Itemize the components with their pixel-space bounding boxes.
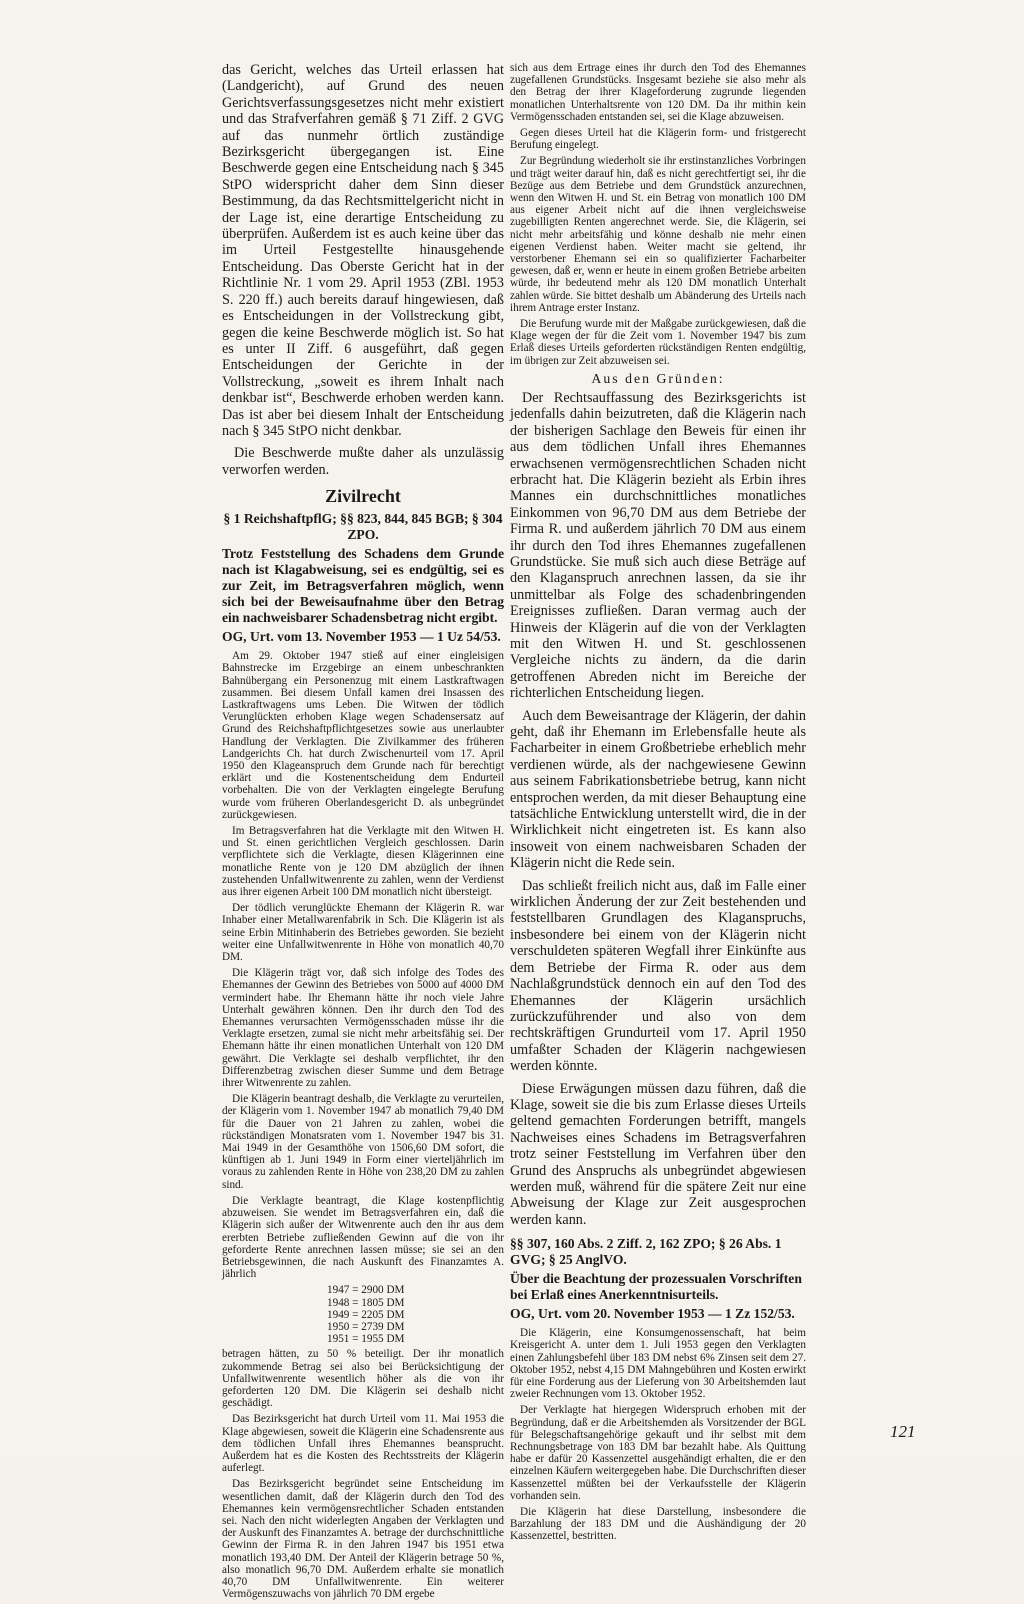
profit-row: 1950 = 2739 DM — [327, 1320, 405, 1333]
norms-heading: § 1 ReichshaftpflG; §§ 823, 844, 845 BGB; § 304 ZPO. — [223, 511, 503, 543]
paragraph: Die Verklagte beantragt, die Klage kostenpflichtig abzuweisen. Sie wendet im Betragsverfahren ein, daß die Klägerin sich außer der Witwenrente auch den ihr aus dem ererbten Betriebe zufließenden Gewinn auf die von ihr geforderte Rente anrechnen lassen müsse; sie sei an den Betriebsgewinnen, die nach Auskunft des Finanzamtes A. jährlich — [222, 1194, 504, 1281]
paragraph: Auch dem Beweisantrage der Klägerin, der dahin geht, daß ihr Ehemann im Erlebensfalle heute als Facharbeiter in einem Großbetriebe erheblich mehr verdienen würde, als der nachgewiesene Gewinn aus seinem Fabrikationsbetriebe betrug, kann nicht entsprochen werden, da mit dieser Behauptung eine tatsächliche Entwicklung unterstellt wird, die in der Wirklichkeit nicht eingetreten ist. Es kann also insoweit von einem nachweisbaren Schaden der Klägerin nicht die Rede sein. — [510, 707, 806, 872]
paragraph: Der Verklagte hat hiergegen Widerspruch erhoben mit der Begründung, daß er die Arbeitshemden als Vorsitzender der BGL für Belegschaftsangehörige gekauft und ihr selbst mit dem Rechnungsbetrage von 183 DM bar bezahlt habe. Als Quittung habe er dafür 20 Kassenzettel ausgehändigt erhalten, die er den einzelnen Käufern weitergegeben habe. Die Durchschriften dieser Kassenzettel müßten bei der Verkaufsstelle der Klägerin vorhanden sein. — [510, 1404, 806, 1502]
paragraph: Die Klägerin beantragt deshalb, die Verklagte zu verurteilen, der Klägerin vom 1. November 1947 ab monatlich 79,40 DM für die Dauer von 21 Jahren zu zahlen, wobei die rückständigen Monatsraten vom 1. November 1947 bis 31. Mai 1949 in der Gesamthöhe von 1506,60 DM sofort, die künftigen ab 1. Juni 1949 in Form einer vierteljährlich im voraus zu zahlenden Rente in Höhe von 238,20 DM zu zahlen sind. — [222, 1093, 504, 1191]
paragraph: Am 29. Oktober 1947 stieß auf einer eingleisigen Bahnstrecke im Erzgebirge an einem unbeschrankten Bahnübergang ein Personenzug mit einem Lastkraftwagen zusammen. Bei diesem Unfall kamen drei Insassen des Lastkraftwagens ums Leben. Die Witwen der tödlich Verunglückten erhoben Klage wegen Schadensersatz auf Grund des Reichshaftpflichtgesetzes sowie aus unerlaubter Handlung der Verklagten. Die Zivilkammer des früheren Landgerichts Ch. hat durch Zwischenurteil vom 17. April 1950 den Klageanspruch dem Grunde nach für berechtigt erklärt und die Kostenentscheidung dem Endurteil vorbehalten. Die von der Verklagten eingelegte Berufung wurde vom früheren Oberlandesgericht D. als unbegründet zurückgewiesen. — [222, 650, 504, 821]
paragraph: Die Klägerin hat diese Darstellung, insbesondere die Barzahlung der 183 DM und die Aushändigung der 20 Kassenzettel, bestritten. — [510, 1506, 806, 1543]
paragraph: Der tödlich verunglückte Ehemann der Klägerin R. war Inhaber einer Metallwarenfabrik in Sch. Die Klägerin ist als seine Erbin Mitinhaberin des Betriebes geworden. Sie bezieht weiter eine Unfallwitwenrente in Höhe von monatlich 40,70 DM. — [222, 902, 504, 964]
court-citation: OG, Urt. vom 20. November 1953 — 1 Zz 152/53. — [510, 1306, 795, 1322]
profit-row: 1951 = 1955 DM — [327, 1333, 405, 1346]
paragraph: Das Bezirksgericht hat durch Urteil vom 11. Mai 1953 die Klage abgewiesen, soweit die Klägerin eine Schadensrente aus dem tödlichen Unfall ihres Ehemannes beansprucht. Außerdem hat es die Kosten des Rechtsstreits der Klägerin auferlegt. — [222, 1413, 504, 1475]
left-column — [222, 62, 504, 1604]
paragraph: Der Rechtsauffassung des Bezirksgerichts ist jedenfalls dahin beizutreten, daß die Klägerin nach der bisherigen Sachlage den Beweis für einen ihr aus dem tödlichen Unfall ihres Ehemannes erwachsenen vermögensrechtlichen Schaden nicht erbracht hat. Die Klägerin bezieht als Erbin ihres Mannes ein durchschnittliches monatliches Einkommen von 96,70 DM aus dem Betriebe der Firma R. und außerdem jährlich 70 DM aus einem ihr durch den Tod ihres Ehemannes zugefallenen Grundstücke. Sie muß sich auch diese Beträge auf den Klaganspruch anrechnen lassen, da sie ihr unmittelbar als Folge des schadenbringenden Ereignisses zufließen. Daran vermag auch der Hinweis der Klägerin auf die von der Verklagten mit den Witwen H. und St. geschlossenen Vergleiche nichts zu ändern, da die darin getroffenen Abreden nicht im Bereiche der richterlichen Entscheidung liegen. — [510, 389, 806, 702]
reasons-heading: Aus den Gründen: — [591, 370, 725, 386]
right-column — [510, 62, 806, 1547]
paragraph: Das schließt freilich nicht aus, daß im Falle einer wirklichen Änderung der zur Zeit bestehenden und feststellbaren Grundlagen des Klaganspruchs, insbesondere bei einem von der Klägerin nicht verschuldeten späteren Wegfall ihrer Einkünfte aus dem Betriebe der Firma R. oder aus dem Nachlaßgrundstück dennoch ein auf den Tod des Ehemannes der Klägerin ursächlich zurückzuführender und also von dem rechtskräftigen Grundurteil vom 17. April 1950 umfaßter Schaden der Klägerin nachgewiesen werden könnte. — [510, 877, 806, 1075]
headnote: Trotz Feststellung des Schadens dem Grunde nach ist Klagabweisung, sei es endgültig, sei es zur Zeit, im Betragsverfahren möglich, wenn sich bei der Beweisaufnahme über den Betrag ein nachweisbarer Schadensbetrag nicht ergibt. — [222, 546, 504, 626]
paragraph: Die Klägerin trägt vor, daß sich infolge des Todes des Ehemannes der Gewinn des Betriebes von 5000 auf 4000 DM vermindert habe. Ihr Ehemann hätte ihr noch viele Jahre Unterhalt gewähren können. Den ihr durch den Tod des Ehemannes verursachten Vermögensschaden müsse ihr die Verklagte ersetzen, zumal sie nicht mehr arbeitsfähig sei. Der Ehemann hätte ihr einen monatlichen Unterhalt von 120 DM gewährt. Die Verklagte sei deshalb verpflichtet, ihr den Differenzbetrag zwischen dieser Summe und dem Betrage ihrer Witwenrente zu zahlen. — [222, 967, 504, 1090]
profit-row: 1947 = 2900 DM — [327, 1284, 405, 1297]
court-citation: OG, Urt. vom 13. November 1953 — 1 Uz 54/53. — [222, 629, 501, 645]
profit-row: 1949 = 2205 DM — [327, 1308, 405, 1321]
headnote: Über die Beachtung der prozessualen Vorschriften bei Erlaß eines Anerkenntnisurteils. — [510, 1271, 802, 1303]
paragraph: Das Bezirksgericht begründet seine Entscheidung im wesentlichen damit, daß der Klägerin durch den Tod des Ehemannes kein vermögensrechtlicher Schaden entstanden sei. Nach den nicht widerlegten Angaben der Verklagten und der Auskunft des Finanzamtes A. betrage der durchschnittliche Gewinn der Firma R. in den Jahren 1947 bis 1951 etwa monatlich 193,40 DM. Der Anteil der Klägerin betrage 50 %, also monatlich 96,70 DM. Außerdem erhalte sie monatlich 40,70 DM Unfallwitwenrente. Ein weiterer Vermögenszuwachs von jährlich 70 DM ergebe — [222, 1478, 504, 1601]
paragraph: sich aus dem Ertrage eines ihr durch den Tod des Ehemannes zugefallenen Grundstücks. Insgesamt beziehe sie also mehr als den Betrag der ihrer Klageforderung zugrunde liegenden monatlichen Unterhaltsrente von 120 DM. Da ihr mithin kein Vermögensschaden entstanden sei, sei die Klage abzuweisen. — [510, 62, 806, 123]
paragraph: Im Betragsverfahren hat die Verklagte mit den Witwen H. und St. einen gerichtlichen Vergleich geschlossen. Darin verpflichtete sich die Verklagte, diesen Klägerinnen eine monatliche Rente von je 120 DM abzüglich der ihnen zustehenden Unfallwitwenrente zu zahlen, wenn der Verdienst aus ihrer eigenen Arbeit 100 DM monatlich nicht übersteigt. — [222, 825, 504, 899]
section-title: Zivilrecht — [325, 486, 401, 507]
norms-heading: §§ 307, 160 Abs. 2 Ziff. 2, 162 ZPO; § 26 Abs. 1 GVG; § 25 AnglVO. — [510, 1236, 782, 1268]
profit-row: 1948 = 1805 DM — [327, 1296, 405, 1309]
paragraph: Die Beschwerde mußte daher als unzulässig verworfen werden. — [222, 445, 504, 478]
paragraph: Gegen dieses Urteil hat die Klägerin form- und fristgerecht Berufung eingelegt. — [510, 127, 806, 152]
paragraph: betragen hätten, zu 50 % beteiligt. Der ihr monatlich zukommende Betrag sei also bei Berücksichtigung der Unfallwitwenrente wesentlich höher als die von ihr geforderten 120 DM. Die Klägerin sei deshalb nicht geschädigt. — [222, 1348, 504, 1410]
paragraph: das Gericht, welches das Urteil erlassen hat (Landgericht), auf Grund des neuen Gerichtsverfassungsgesetzes nicht mehr existiert und das Strafverfahren gemäß § 71 Ziff. 2 GVG auf das nunmehr örtlich zuständige Bezirksgericht übergegangen ist. Eine Beschwerde gegen eine Entscheidung nach § 345 StPO widerspricht daher dem Sinn dieser Bestimmung, da das Rechtsmittelgericht nicht in der Lage ist, eine derartige Entscheidung zu überprüfen. Außerdem ist es auch keine über das im Urteil Festgestellte hinausgehende Entscheidung. Das Oberste Gericht hat in der Richtlinie Nr. 1 vom 29. April 1953 (ZBl. 1953 S. 220 ff.) auch bereits darauf hingewiesen, daß es Entscheidungen in der Vollstreckung gibt, gegen die keine Beschwerde möglich ist. So hat es unter II Ziff. 6 ausgeführt, daß gegen Entscheidungen der Gerichte in der Vollstreckung, „soweit es ihrem Inhalt nach denkbar ist“, Beschwerde erhoben werden kann. Das ist aber bei diesem Inhalt der Entscheidung nach § 345 StPO nicht denkbar. — [222, 62, 504, 439]
paragraph: Die Berufung wurde mit der Maßgabe zurückgewiesen, daß die Klage wegen der für die Zeit vom 1. November 1947 bis zum Erlaß dieses Urteils geforderten rückständigen Renten endgültig, im übrigen zur Zeit abzuweisen sei. — [510, 318, 806, 367]
page-number: 121 — [890, 1422, 916, 1441]
paragraph: Diese Erwägungen müssen dazu führen, daß die Klage, soweit sie die bis zum Erlasse dieses Urteils geltend gemachten Forderungen betrifft, mangels Nachweises eines Schadens im Betragsverfahren trotz seiner Feststellung im Verfahren über den Grund des Anspruchs als unbegründet abgewiesen werden muß, während für die spätere Zeit nur eine Abweisung der Klage zur Zeit ausgesprochen werden kann. — [510, 1080, 806, 1228]
paragraph: Die Klägerin, eine Konsumgenossenschaft, hat beim Kreisgericht A. unter dem 1. Juli 1953 gegen den Verklagten einen Zahlungsbefehl über 183 DM nebst 6% Zinsen seit dem 27. Oktober 1952, nebst 4,15 DM Mahngebühren und Kosten erwirkt für eine Forderung aus der Lieferung von 30 Arbeitshemden laut zweier Rechnungen vom 13. Oktober 1952. — [510, 1327, 806, 1401]
paragraph: Zur Begründung wiederholt sie ihr erstinstanzliches Vorbringen und trägt weiter darauf hin, daß es nicht gerechtfertigt sei, ihr die Bezüge aus dem Betriebe und dem Grundstück anzurechnen, wenn den Witwen H. und St. ein Betrag von monatlich 100 DM aus eigener Arbeit nicht auf die ihnen vergleichsweise zugebilligten Renten angerechnet werde. Sie, die Klägerin, sei nicht mehr arbeitsfähig und könne deshalb nie mehr einen eigenen Verdienst haben. Weiter macht sie geltend, ihr verstorbener Ehemann sei ein so qualifizierter Facharbeiter gewesen, daß er, wenn er heute in einem großen Betriebe arbeiten würde, ihr bedeutend mehr als 120 DM monatlich Unterhalt zahlen würde. Sie bittet deshalb um Abänderung des Urteils nach ihrem Antrage erster Instanz. — [510, 155, 806, 314]
profit-table — [327, 1284, 504, 1345]
